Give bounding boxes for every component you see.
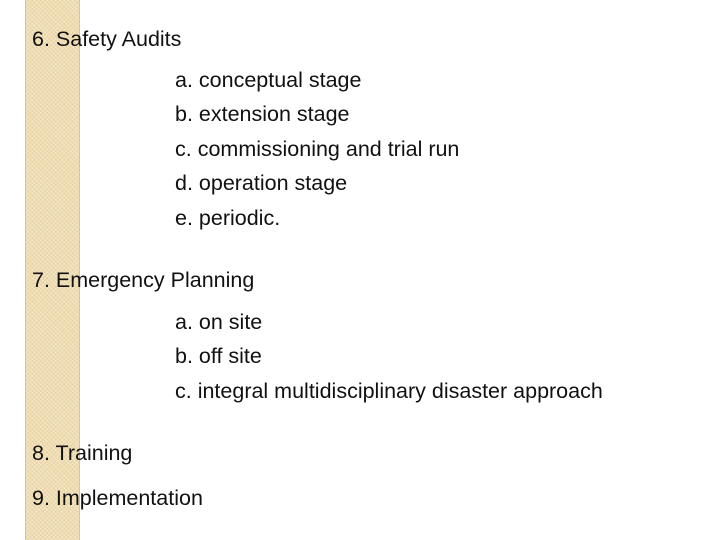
section-heading-implementation: 9. Implementation: [32, 486, 203, 510]
list-item-conceptual-stage: a. conceptual stage: [175, 68, 362, 92]
list-item-on-site: a. on site: [175, 310, 263, 334]
list-item-off-site: b. off site: [175, 344, 262, 368]
list-item-commissioning: c. commissioning and trial run: [175, 137, 460, 161]
list-item-extension-stage: b. extension stage: [175, 102, 350, 126]
section-heading-emergency-planning: 7. Emergency Planning: [32, 268, 255, 292]
list-item-operation-stage: d. operation stage: [175, 171, 348, 195]
list-item-disaster-approach: c. integral multidisciplinary disaster approach: [175, 379, 603, 403]
section-heading-safety-audits: 6. Safety Audits: [32, 27, 182, 51]
list-item-periodic: e. periodic.: [175, 206, 281, 230]
section-heading-training: 8. Training: [32, 441, 133, 465]
